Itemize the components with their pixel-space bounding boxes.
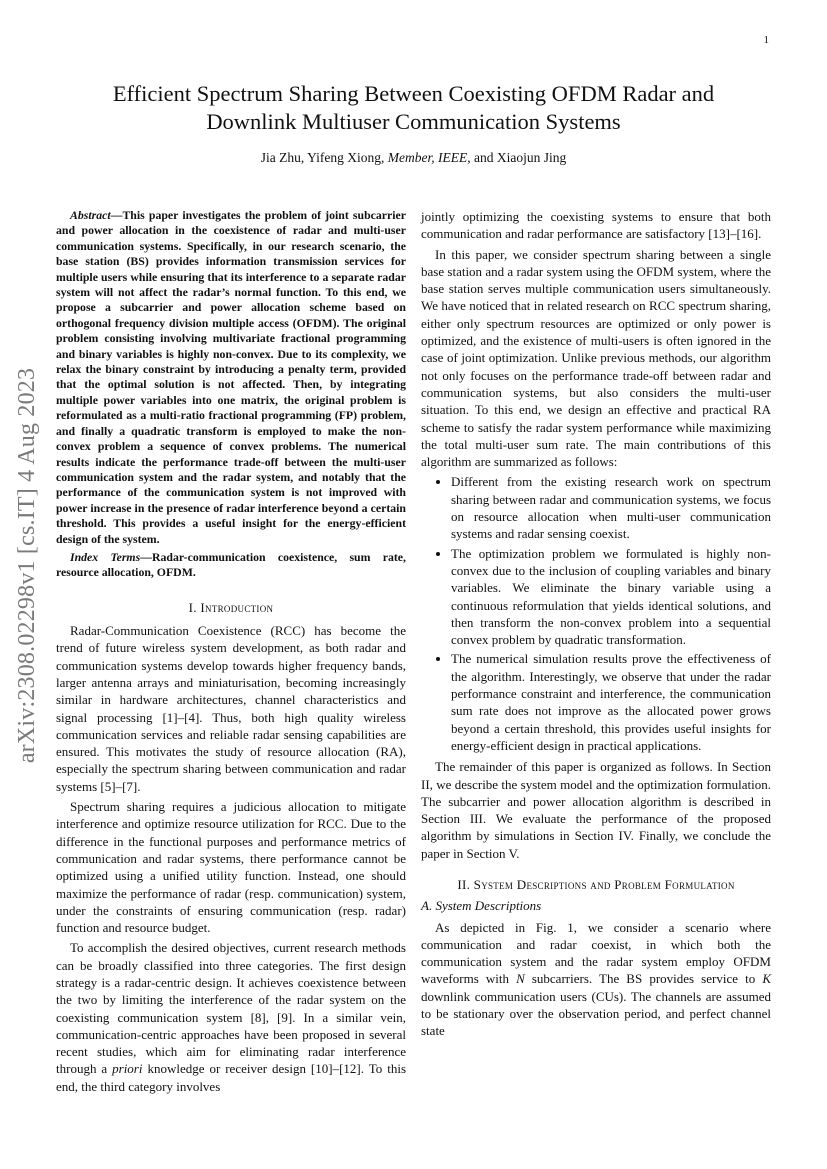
math-symbol-n: N [516,971,525,987]
intro-paragraph-4: In this paper, we consider spectrum sharing between a single base station and a radar system using the OFDM system, where the base station serves multiple communication users simultaneously. We have noticed that in related research on RCC spectrum sharing, either only spectrum resources are optimized or only power is optimized, and the existence of multi-users is often ignored in the case of joint optimization. Unlike previous methods, our algorithm not only focuses on the performance trade-off between radar and communication systems, but also considers the multi-user situation. To this end, we design an effective and practical RA scheme to satisfy the radar system performance while maximizing the total multi-user sum rate. The main contributions of this algorithm are summarized as follows: [421,246,771,470]
author-list [56,150,771,166]
contributions-list [421,473,771,754]
system-paragraph-1-c: downlink communication users (CUs). The channels are assumed to be stationary over the observation period, and perfect channel state [421,988,771,1039]
intro-paragraph-3 [56,939,406,1095]
contribution-item: • The numerical simulation results prove the effectiveness of the algorithm. Interestingly, we observe that under the radar performance constraint and interference, the communication sum rate does not improve as the allocated power grows beyond a certain threshold, this provides useful insights for energy-efficient design in practical applications. [451,650,771,754]
system-paragraph-1 [421,919,771,1040]
abstract-text: —This paper investigates the problem of joint subcarrier and power allocation in the coexistence of radar and multi-user communication systems. Specifically, in our research scenario, the base station (BS) provides information transmission services for multiple users while ensuring that its interference to a separate radar system will not affect the radar’s normal function. To this end, we propose a subcarrier and power allocation scheme based on orthogonal frequency division multiple access (OFDM). The original problem consisting involving multivariate fractional programming and binary variables is highly non-convex. Due to its complexity, we relax the binary constraint by introducing a penalty term, provided that the optimal solution is not affected. Then, by integrating multiple power variables into one matrix, the original problem is reformulated as a multi-ratio fractional programming (FP) problem, and finally a quadratic transform is employed to make the non-convex problem a sequence of convex problems. The numerical results indicate the performance trade-off between the multi-user communication system and the radar system, and notably that the performance of the communication system is not improved with power increase in the presence of radar interference beyond a certain threshold. This provides a useful insight for the energy-efficient design of the system. [56,208,406,546]
section-heading-system: II. System Descriptions and Problem Formulation [457,876,735,892]
paper-title [56,80,771,136]
arxiv-identifier-stamp [2,255,54,875]
intro-paragraph-3-end: knowledge or receiver design [10]–[12]. To this end, the third category involves [56,1061,407,1094]
intro-paragraph-3-continued: jointly optimizing the coexisting systems to ensure that both communication and radar performance are satisfactory [13]–[16]. [421,209,771,242]
index-terms-label: Index Terms [70,549,141,564]
page-number: 1 [763,34,769,46]
authors-names-end: , and Xiaojun Jing [467,150,567,165]
arxiv-identifier-text: arXiv:2308.02298v1 [cs.IT] 4 Aug 2023 [14,367,41,763]
index-terms [56,550,406,581]
intro-paragraph-3-italic: priori [112,1061,143,1077]
intro-paragraph-2: Spectrum sharing requires a judicious allocation to mitigate interference and optimize resource utilization for RCC. Due to the difference in the functional purposes and performance metrics of communication and radar systems, there performance cannot be optimized using a unified utility function. Instead, one should maximize the performance of radar (resp. communication) system, under the constraints of ensuring communication (resp. radar) function and resource budget. [56,799,406,936]
authors-membership: Member, IEEE [387,150,468,165]
title-line-1: Efficient Spectrum Sharing Between Coexisting OFDM Radar and [112,81,715,106]
subsection-heading-system-descriptions: A. System Descriptions [421,898,542,914]
left-column [56,208,406,1098]
system-paragraph-1-a: As depicted in Fig. 1, we consider a scenario where communication and radar coexist, in which both the communication system and the radar system employ OFDM waveforms with [421,919,771,987]
index-terms-text: —Radar-communication coexistence, sum rate, resource allocation, OFDM. [56,549,406,580]
intro-paragraph-1: Radar-Communication Coexistence (RCC) has become the trend of future wireless system development, as both radar and communication systems develop towards higher frequency bands, larger antenna arrays and miniaturisation, becoming increasingly similar in hardware architectures, channel characteristics and signal processing [1]–[4]. Thus, both high quality wireless communication services and reliable radar sensing capabilities are ensured. This motivates the study of resource allocation (RA), especially the spectrum sharing between communication and radar systems [5]–[7]. [56,623,406,794]
system-paragraph-1-b: subcarriers. The BS provides service to [524,971,763,987]
title-line-2: Downlink Multiuser Communication Systems [206,109,621,134]
math-symbol-k: K [762,971,771,987]
abstract [56,208,406,547]
abstract-label: Abstract [70,208,111,222]
contribution-item: • The optimization problem we formulated is highly non-convex due to the inclusion of coupling variables and binary variables. We eliminate the binary variable using a continuous reformulation that yields identical solutions, and then transform the non-convex problem into a sequential convex problem by quadratic transformation. [451,545,771,649]
contribution-item: • Different from the existing research work on spectrum sharing between radar and communication systems, we focus on resource allocation when multi-user communication systems and radar sensing coexist. [451,473,771,542]
section-heading-introduction: I. Introduction [188,599,274,615]
title-block [56,80,771,166]
intro-paragraph-3-start: To accomplish the desired objectives, current research methods can be broadly classified into three categories. The first design strategy is a radar-centric design. It achieves coexistence between the two by limiting the interference of the radar system on the coexisting communication system [8], [9]. In a similar vein, communication-centric approaches have been proposed in several recent studies, which aim for eliminating radar interference through a [56,940,406,1077]
right-column [421,208,771,1043]
authors-names: Jia Zhu, Yifeng Xiong, [260,150,388,165]
intro-paragraph-5: The remainder of this paper is organized as follows. In Section II, we describe the system model and the optimization formulation. The subcarrier and power allocation algorithm is described in Section III. We evaluate the performance of the proposed algorithm by simulations in Section IV. Finally, we conclude the paper in Section V. [421,759,771,861]
